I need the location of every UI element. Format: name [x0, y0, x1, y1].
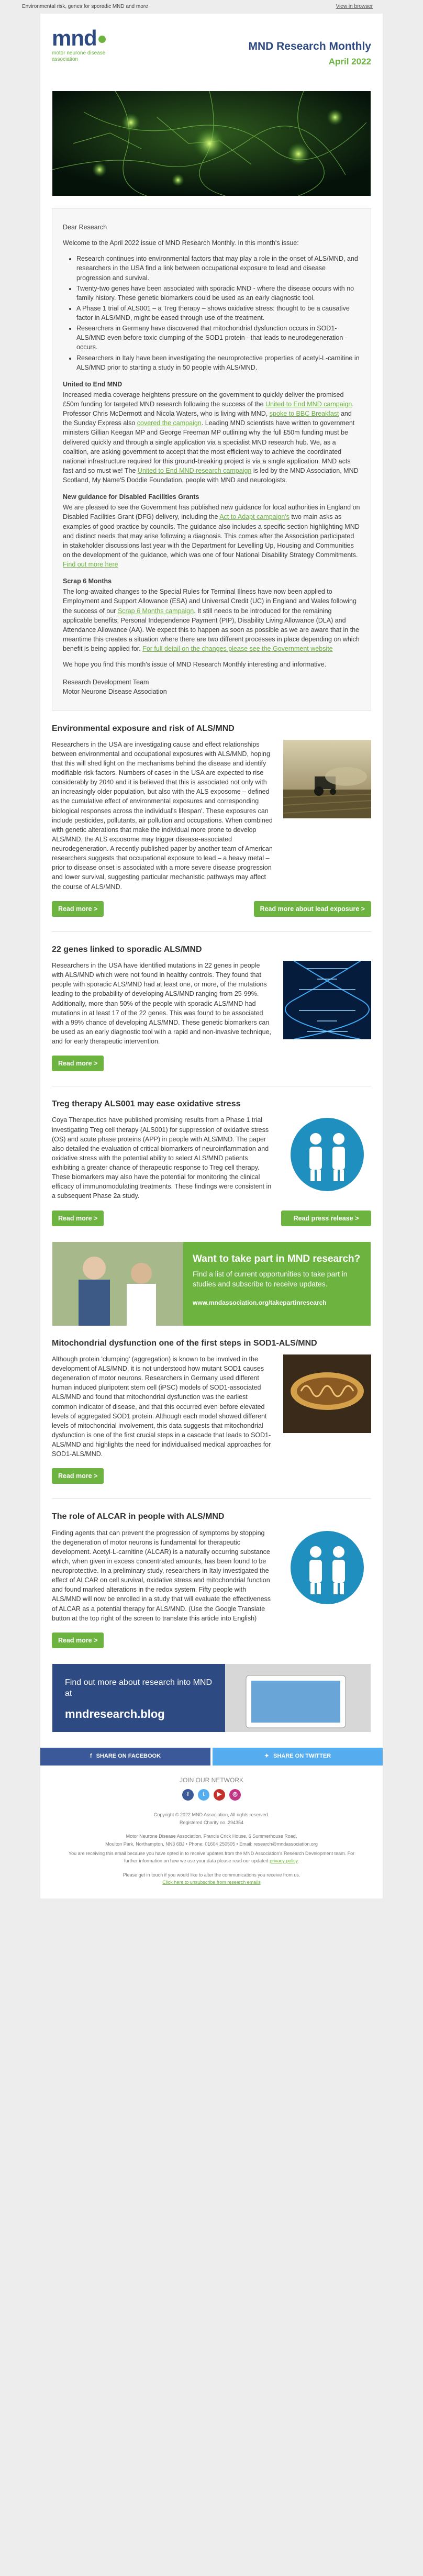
scrap6-paragraph: The long-awaited changes to the Special Rules for Terminal Illness have now been applied to Employment and Support Allowance (ESA) and Universal Credit (UC) in England and Wales following the success of our Scrap 6 Months campaign. It still needs to be introduced for the remaining applicable benefits; Personal Independence Payment (PIP), Disability Living Allowance (DLA) and Attendance Allowance (AA). We expect this to happen as soon as possible as we are aware that in the meantime this creates a situation where there are two different processes in place depending on which benefit is being applied for. For full detail on the changes please see the Government website — [63, 588, 360, 652]
read-press-release-button[interactable]: Read press release > — [281, 1211, 371, 1226]
logo-wordmark: mnd — [52, 26, 97, 50]
highlights-list — [76, 254, 360, 372]
preheader-text: Environmental risk, genes for sporadic MND and more — [22, 3, 148, 9]
unsubscribe-link[interactable]: Click here to unsubscribe from research emails — [162, 1880, 261, 1885]
article-environmental — [40, 723, 383, 917]
twitter-icon: ✦ — [264, 1752, 270, 1759]
article-text: Although protein 'clumping' (aggregation) is known to be involved in the development of ALS/MND, it is not understood how mutant SOD1 causes degeneration of motor neurons. Researchers in Germany used different human induced pluripotent stem cell (iPSC) models of SOD1-associated ALS/MND and found that mitochondrial dysfunction was the earliest common indicator of disease, and that this occurred even before elevated levels of aggregated SOD1 protein. Although each model showed different levels of mitochondrial involvement, this data suggests that mitochondrial dysfunction is one of the first crucial steps in a cascade that leads to SOD1-ALS/MND and highlights the need for individualised medical approaches for SOD1-ALS/MND. — [52, 1355, 271, 1458]
charity-number: Registered Charity no. 294354 — [179, 1819, 244, 1825]
signature-team: Research Development Team — [63, 679, 149, 686]
join-network-heading: JOIN OUR NETWORK — [180, 1776, 243, 1784]
article-title: Treg therapy ALS001 may ease oxidative stress — [52, 1100, 241, 1109]
newsletter-title: MND Research Monthly — [248, 40, 371, 52]
unsubscribe-text: Please get in touch if you would like to alter the communications you receive from us. — [123, 1872, 300, 1878]
social-links — [40, 1789, 383, 1801]
email-body — [40, 14, 383, 1898]
logo-dot-icon — [98, 36, 106, 43]
people-icon-illustration — [283, 1115, 371, 1194]
article-title: The role of ALCAR in people with ALS/MND — [52, 1512, 225, 1522]
article-text: Researchers in the USA have identified mutations in 22 genes in people with ALS/MND which were not found in healthy controls. They found that people with sporadic ALS/MND had at least one, or more, of the mutations leading to the probability of developing ALS/MND ranging from 25-99%. Additionally, more than 50% of the people with sporadic ALS/MND had mutations in at least 17 of the 22 genes. This was found to be associated with a 99% chance of developing ALS/MND. These genetic biomarkers can be used as an early diagnostic tool with a rapid and non-invasive technique, and for early therapeutic intervention. — [52, 962, 272, 1045]
closing-text: We hope you find this month's issue of MND Research Monthly interesting and informative. — [63, 661, 327, 669]
take-part-banner[interactable] — [52, 1242, 371, 1326]
article-text: Coya Therapeutics have published promising results from a Phase 1 trial investigating Treg cell therapy (ALS001) for suppression of oxidative stress (OS) and acute phase proteins (APP) in people with ALS/MND. The paper also detailed the evaluation of critical biomarkers of neuroinflammation and oxidative stress with the potential ability to select ALS/MND patients exhibiting a greater chance of therapeutic response to Treg cell therapy. These biomarkers may also have the potential for monitoring the clinical efficacy of immunomodulating treatments. These findings were consistent in a subsequent Phase 2a study. — [52, 1116, 272, 1200]
footer-legal — [40, 1811, 383, 1898]
signature-org: Motor Neurone Disease Association — [63, 688, 167, 696]
address-line-1: Motor Neurone Disease Association, Francis Crick House, 6 Summerhouse Road, — [126, 1834, 297, 1839]
research-blog-banner[interactable] — [52, 1664, 371, 1732]
scrap6-heading: Scrap 6 Months — [63, 578, 112, 585]
highlight-item: • A Phase 1 trial of ALS001 – a Treg therapy – shows oxidative stress: thought to be a causative factor in ALS/MND, might be eased through use of the treatment. — [76, 304, 360, 323]
scrap6-campaign-link[interactable]: Scrap 6 Months campaign — [117, 607, 194, 615]
highlight-item: • Research continues into environmental factors that may play a role in the onset of ALS/MND, and researchers in the USA find a link between occupational exposure to lead and disease progression and survival. — [76, 254, 360, 282]
article-alcar — [40, 1511, 383, 1648]
act-to-adapt-link[interactable]: Act to Adapt campaign's — [219, 513, 290, 521]
united-heading: United to End MND — [63, 380, 123, 388]
newsletter-issue: April 2022 — [328, 57, 371, 67]
highlight-item: • Researchers in Italy have been investigating the neuroprotective properties of acetyl-L-carnitine in ALS/MND prior to starting a study in 50 people with ALS/MND. — [76, 353, 360, 372]
facebook-icon: f — [90, 1752, 92, 1759]
blog-banner-url: mndresearch.blog — [65, 1707, 165, 1720]
united-paragraph: Increased media coverage heightens pressure on the government to quickly deliver the promised £50m funding for targeted MND research following the success of the United to End MND campaign. Professor Chris McDermott and Nicola Waters, who is living with MND, spoke to BBC Breakfast and the Sunday Express also covered the campaign. Leading MND scientists have written to government ministers Gillian Keegan MP and George Freeman MP outlining why the full £50m funding must be delivered quickly and through a single application via a specialist MND research hub. We, as a coalition, are asking government to accept that the most efficient way to achieve the coordinated national infrastructure required for this ground-breaking project is via a single application. MND acts fast and so must we! The United to End MND research campaign is led by the MND Association, MND Scotland, My Name'5 Doddie Foundation, people with MND and neurologists. — [63, 391, 359, 484]
tractor-field-image — [283, 740, 371, 818]
grants-heading: New guidance for Disabled Facilities Grants — [63, 493, 199, 501]
share-twitter-button[interactable]: ✦ SHARE ON TWITTER — [213, 1748, 383, 1766]
banner-text: Find a list of current opportunities to take part in studies and subscribe to receive updates. — [193, 1270, 348, 1289]
highlight-item: • Twenty-two genes have been associated with sporadic MND - where the disease occurs with no family history. These genetic biomarkers could be used as an early diagnostic tool. — [76, 284, 360, 303]
article-text: Finding agents that can prevent the progression of symptoms by stopping the degeneration of motor neurons is fundamental for therapeutic development. Acetyl-L-carnitine (ALCAR) is a naturally occurring substance which, when given in excess concentrated amounts, has been found to be neuroprotective. In a preliminary study, researchers in Italy investigated the effect of ALCAR on cell survival, oxidative stress and mitochondrial function and found marked alterations in the redox system. Fifty people with ALS/MND will now be enrolled in a study that will evaluate the effectiveness of ALCAR as a potential therapy for ALS/MND. (Use the Google Translate button at the top right of the screen to translate this article into English) — [52, 1529, 271, 1622]
instagram-icon[interactable]: ◎ — [229, 1789, 241, 1801]
united-research-campaign-link[interactable]: United to End MND research campaign — [137, 467, 252, 474]
dna-helix-image — [283, 961, 371, 1039]
facebook-icon[interactable]: f — [182, 1789, 194, 1801]
grants-paragraph: We are pleased to see the Government has published new guidance for local authorities in England on Disabled Facilities Grant (DFG) delivery, including the Act to Adapt campaign's two main asks as examples of good practice by councils. The guidance also includes a specific section highlighting MND and distinct needs that may arise following a diagnosis. This comes after the Association participated in stakeholder discussions last year with the Department for Levelling Up, Housing and Communities on the development of the guidance, which was one of four National Disability Strategy Commitments. Find out more here — [63, 504, 360, 568]
share-bar — [40, 1748, 383, 1766]
article-mitochondrial — [40, 1337, 383, 1484]
article-title: 22 genes linked to sporadic ALS/MND — [52, 945, 202, 954]
greeting: Dear Research — [63, 224, 107, 231]
read-more-button[interactable]: Read more > — [52, 1633, 104, 1648]
grants-find-out-more-link[interactable]: Find out more here — [63, 561, 118, 568]
read-more-button[interactable]: Read more > — [52, 1056, 104, 1071]
banner-url: www.mndassociation.org/takepartinresearch — [193, 1299, 327, 1307]
privacy-policy-link[interactable]: privacy policy — [270, 1858, 298, 1864]
welcome-text: Welcome to the April 2022 issue of MND Research Monthly. In this month's issue: — [63, 239, 299, 247]
article-text: Researchers in the USA are investigating cause and effect relationships between environmental and occupational exposures with ALS/MND, hoping that this will shed light on the mechanisms behind the disease and identify modifiable risk factors. Numbers of cases in the USA are expected to rise considerably by 2040 and it is believed that this is associated not only with an increasingly older population, but also with the ALS exposome – defined as the cumulative effect of environmental exposures and corresponding biological responses across the individual's lifespan'. These exposures can include pesticides, pollutants, air pollution and occupations. When combined with genetic alterations that make the individual more prone to develop ALS/MND, the ALS exposome may trigger disease-associated neurodegeneration. A recently published paper by another team of American researchers suggests that occupational exposure to lead – a heavy metal – prior to disease onset is associated with a more severe disease progression and lower survival, suggesting particular mechanistic pathways may affect the course of ALS/MND. — [52, 740, 273, 891]
share-facebook-button[interactable]: f SHARE ON FACEBOOK — [40, 1748, 213, 1766]
email-header — [40, 14, 383, 80]
read-more-button[interactable]: Read more > — [52, 1211, 104, 1226]
twitter-icon[interactable]: t — [198, 1789, 209, 1801]
section-divider — [52, 1498, 371, 1499]
blog-banner-text: Find out more about research into MND at — [65, 1678, 213, 1698]
view-in-browser-link[interactable]: View in browser — [336, 3, 373, 9]
mitochondria-image — [283, 1354, 371, 1433]
signature — [63, 678, 360, 696]
section-divider — [52, 931, 371, 932]
bbc-breakfast-link[interactable]: spoke to BBC Breakfast — [269, 410, 339, 418]
covered-campaign-link[interactable]: covered the campaign — [137, 419, 202, 427]
mnd-logo[interactable] — [52, 27, 106, 63]
article-treg-therapy — [40, 1098, 383, 1226]
intro-panel — [52, 208, 371, 711]
optin-reason: You are receiving this email because you have opted in to receive updates from the MND Association's Research Development team. For further information on how we use your data please read our updated privacy policy. — [68, 1850, 355, 1864]
article-title: Environmental exposure and risk of ALS/MND — [52, 724, 235, 733]
government-website-link[interactable]: For full detail on the changes please see the Government website — [142, 645, 333, 652]
banner-title: Want to take part in MND research? — [193, 1253, 361, 1264]
logo-subtitle-2: association — [52, 57, 79, 62]
address-line-2: Moulton Park, Northampton, NN3 6BJ • Phone: 01604 250505 • Email: research@mndassociation.org — [105, 1841, 318, 1847]
people-icon-illustration — [283, 1528, 371, 1607]
article-22-genes — [40, 943, 383, 1071]
read-more-button[interactable]: Read more > — [52, 1468, 104, 1484]
preheader — [0, 0, 423, 14]
hero-neurons-image — [52, 91, 371, 196]
read-more-button[interactable]: Read more > — [52, 901, 104, 917]
highlight-item: • Researchers in Germany have discovered that mitochondrial dysfunction occurs in SOD1-ALS/MND even before toxic clumping of the SOD1 protein - that leads to neurodegeneration - occurs. — [76, 324, 360, 352]
logo-subtitle-1: motor neurone disease — [52, 50, 106, 56]
copyright: Copyright © 2022 MND Association, All rights reserved. — [153, 1812, 270, 1818]
youtube-icon[interactable]: ▶ — [214, 1789, 225, 1801]
united-campaign-link[interactable]: United to End MND campaign — [265, 401, 352, 408]
read-more-lead-exposure-button[interactable]: Read more about lead exposure > — [254, 901, 371, 917]
article-title: Mitochondrial dysfunction one of the first steps in SOD1-ALS/MND — [52, 1338, 317, 1348]
